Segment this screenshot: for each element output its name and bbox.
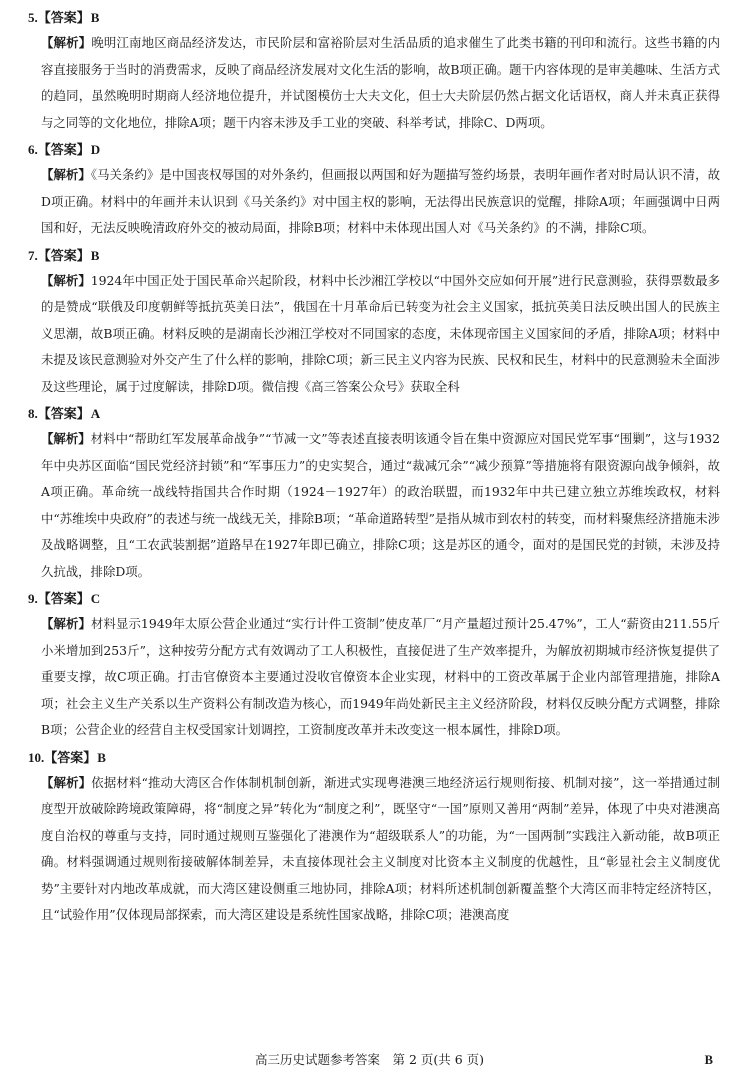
answer-item-5: [28, 8, 720, 136]
answer-line: [28, 589, 720, 609]
analysis-text: 晚明江南地区商品经济发达，市民阶层和富裕阶层对生活品质的追求催生了此类书籍的刊印和流行。这些书籍的内容直接服务于当时的消费需求，反映了商品经济发展对文化生活的影响，故B项正确。题干内容体现的是审美趣味、生活方式的趋同，虽然晚明时期商人经济地位提升，并试图模仿士大夫文化，但士大夫阶层仍然占据文化话语权，商人并未真正获得与之同等的文化地位，排除A项；题干内容未涉及手工业的突破、科举考试，排除C、D两项。: [41, 35, 721, 130]
answer-tag: 【答案】: [37, 407, 90, 422]
question-number: 9.: [28, 591, 38, 606]
answer-item-10: [28, 748, 720, 983]
answer-item-6: [28, 140, 720, 242]
analysis-text: 材料中“帮助红军发展革命战争”“节减一文”等表述直接表明该通令旨在集中资源应对国民党军事“围剿”，这与1932年中央苏区面临“国民党经济封锁”和“军事压力”的史实契合，通过“裁减冗余”“减少预算”等措施将有限资源向战争倾斜，故A项正确。革命统一战线特指国共合作时期（1924－1927年）的政治联盟，而1932年中共已建立独立苏维埃政权，材料中“苏维埃中央政府”的表述与统一战线无关，排除B项；“革命道路转型”是指从城市到农村的转变，而材料聚焦经济措施未涉及战略调整，且“工农武装割据”道路早在1927年即已确立，排除C项；这是苏区的通令，面对的是国民党的封锁，未涉及持久抗战，排除D项。: [41, 431, 720, 579]
analysis-tag: 【解析】: [41, 431, 91, 446]
answer-line: [28, 246, 720, 266]
paper-version-mark: B: [704, 1053, 713, 1067]
analysis-paragraph: [28, 770, 720, 983]
analysis-paragraph: [28, 30, 720, 136]
analysis-tag: 【解析】: [41, 774, 92, 790]
answer-line: [28, 404, 720, 424]
analysis-text: 材料显示1949年太原公营企业通过“实行计件工资制”使皮革厂“月产量超过预计25.47%”，工人“薪资由211.55斤小米增加到253斤”，这种按劳分配方式有效调动了工人积极性，直接促进了生产效率提升，为解放初期城市经济恢复提供了重要支撑，故C项正确。打击官僚资本主要通过没收官僚资本企业实现，材料中的工资改革属于企业内部管理措施，排除A项；社会主义生产关系以生产资料公有制改造为核心，而1949年尚处新民主主义经济阶段，材料仅反映分配方式调整，排除B项；公营企业的经营自主权受国家计划调控，工资制度改革并未改变这一根本属性，排除D项。: [41, 616, 721, 737]
answer-letter: C: [90, 591, 101, 606]
analysis-tag: 【解析】: [41, 167, 91, 182]
answer-list: [28, 8, 720, 987]
answer-tag: 【答案】: [37, 248, 90, 264]
answer-line: [28, 748, 720, 768]
answer-line: [28, 8, 720, 28]
analysis-paragraph: [28, 268, 720, 401]
analysis-text: 依据材料“推动大湾区合作体制机制创新，渐进式实现粤港澳三地经济运行规则衔接、机制对接”，这一举措通过制度型开放破除跨境政策障碍，将“制度之异”转化为“制度之利”，既坚守“一国”原则又善用“两制”差异，体现了中央对港澳高度自治权的尊重与支持，同时通过规则互鉴强化了港澳作为“超级联系人”的功能，为“一国两制”实践注入新动能，故B项正确。材料强调通过规则衔接破解体制差异，未直接体现社会主义制度对比资本主义制度的优越性，且“彰显社会主义制度优势”主要针对内地改革成就，而大湾区建设侧重三地协同，排除A项；材料所述机制创新覆盖整个大湾区而非特定经济特区，且“试验作用”仅体现局部探索，而大湾区建设是系统性国家战略，排除C项；港澳高度: [41, 774, 720, 922]
question-number: 6.: [28, 142, 38, 157]
question-number: 8.: [28, 406, 38, 421]
answer-item-7: [28, 246, 720, 401]
answer-letter: B: [90, 247, 100, 263]
analysis-paragraph: [28, 611, 720, 744]
answer-letter: D: [90, 142, 101, 157]
question-number: 5.: [28, 10, 38, 25]
analysis-paragraph: [28, 162, 720, 242]
answer-item-8: [28, 404, 720, 585]
question-number: 7.: [28, 247, 38, 263]
page-footer: [0, 1050, 739, 1070]
analysis-paragraph: [28, 426, 720, 585]
analysis-tag: 【解析】: [41, 35, 92, 50]
answer-tag: 【答案】: [37, 592, 90, 607]
answer-letter: A: [90, 406, 101, 421]
answer-tag: 【答案】: [37, 11, 90, 26]
answer-item-9: [28, 589, 720, 744]
page-info: 高三历史试题参考答案 第 2 页(共 6 页): [254, 1052, 485, 1067]
answer-letter: B: [90, 10, 100, 25]
answer-letter: B: [97, 749, 106, 765]
analysis-text: 《马关条约》是中国丧权辱国的对外条约，但画报以两国和好为题描写签约场景，表明年画作者对时局认识不清，故D项正确。材料中的年画并未认识到《马关条约》对中国主权的影响，无法得出民族意识的觉醒，排除A项；年画强调中日两国和好，无法反映晚清政府外交的被动局面，排除B项；材料中未体现出国人对《马关条约》的不满，排除C项。: [41, 167, 720, 235]
answer-tag: 【答案】: [37, 143, 90, 158]
analysis-tag: 【解析】: [41, 616, 91, 631]
answer-line: [28, 140, 720, 160]
question-number: 10.: [28, 749, 45, 765]
answer-tag: 【答案】: [44, 750, 97, 766]
analysis-tag: 【解析】: [41, 272, 91, 288]
analysis-text: 1924年中国正处于国民革命兴起阶段，材料中长沙湘江学校以“中国外交应如何开展”进行民意测验，获得票数最多的是赞成“联俄及印度朝鲜等抵抗英美日法”，俄国在十月革命后已转变为社会主义国家，抵抗英美日法反映出国人的民族主义思潮，故B项正确。材料反映的是湖南长沙湘江学校对不同国家的态度，未体现帝国主义国家间的矛盾，排除A项；材料中未提及该民意测验对外交产生了什么样的影响，排除C项；新三民主义内容为民族、民权和民生，材料中的民意测验未全面涉及这些理论，属于过度解读，排除D项。微信搜《高三答案公众号》获取全科: [41, 272, 721, 394]
